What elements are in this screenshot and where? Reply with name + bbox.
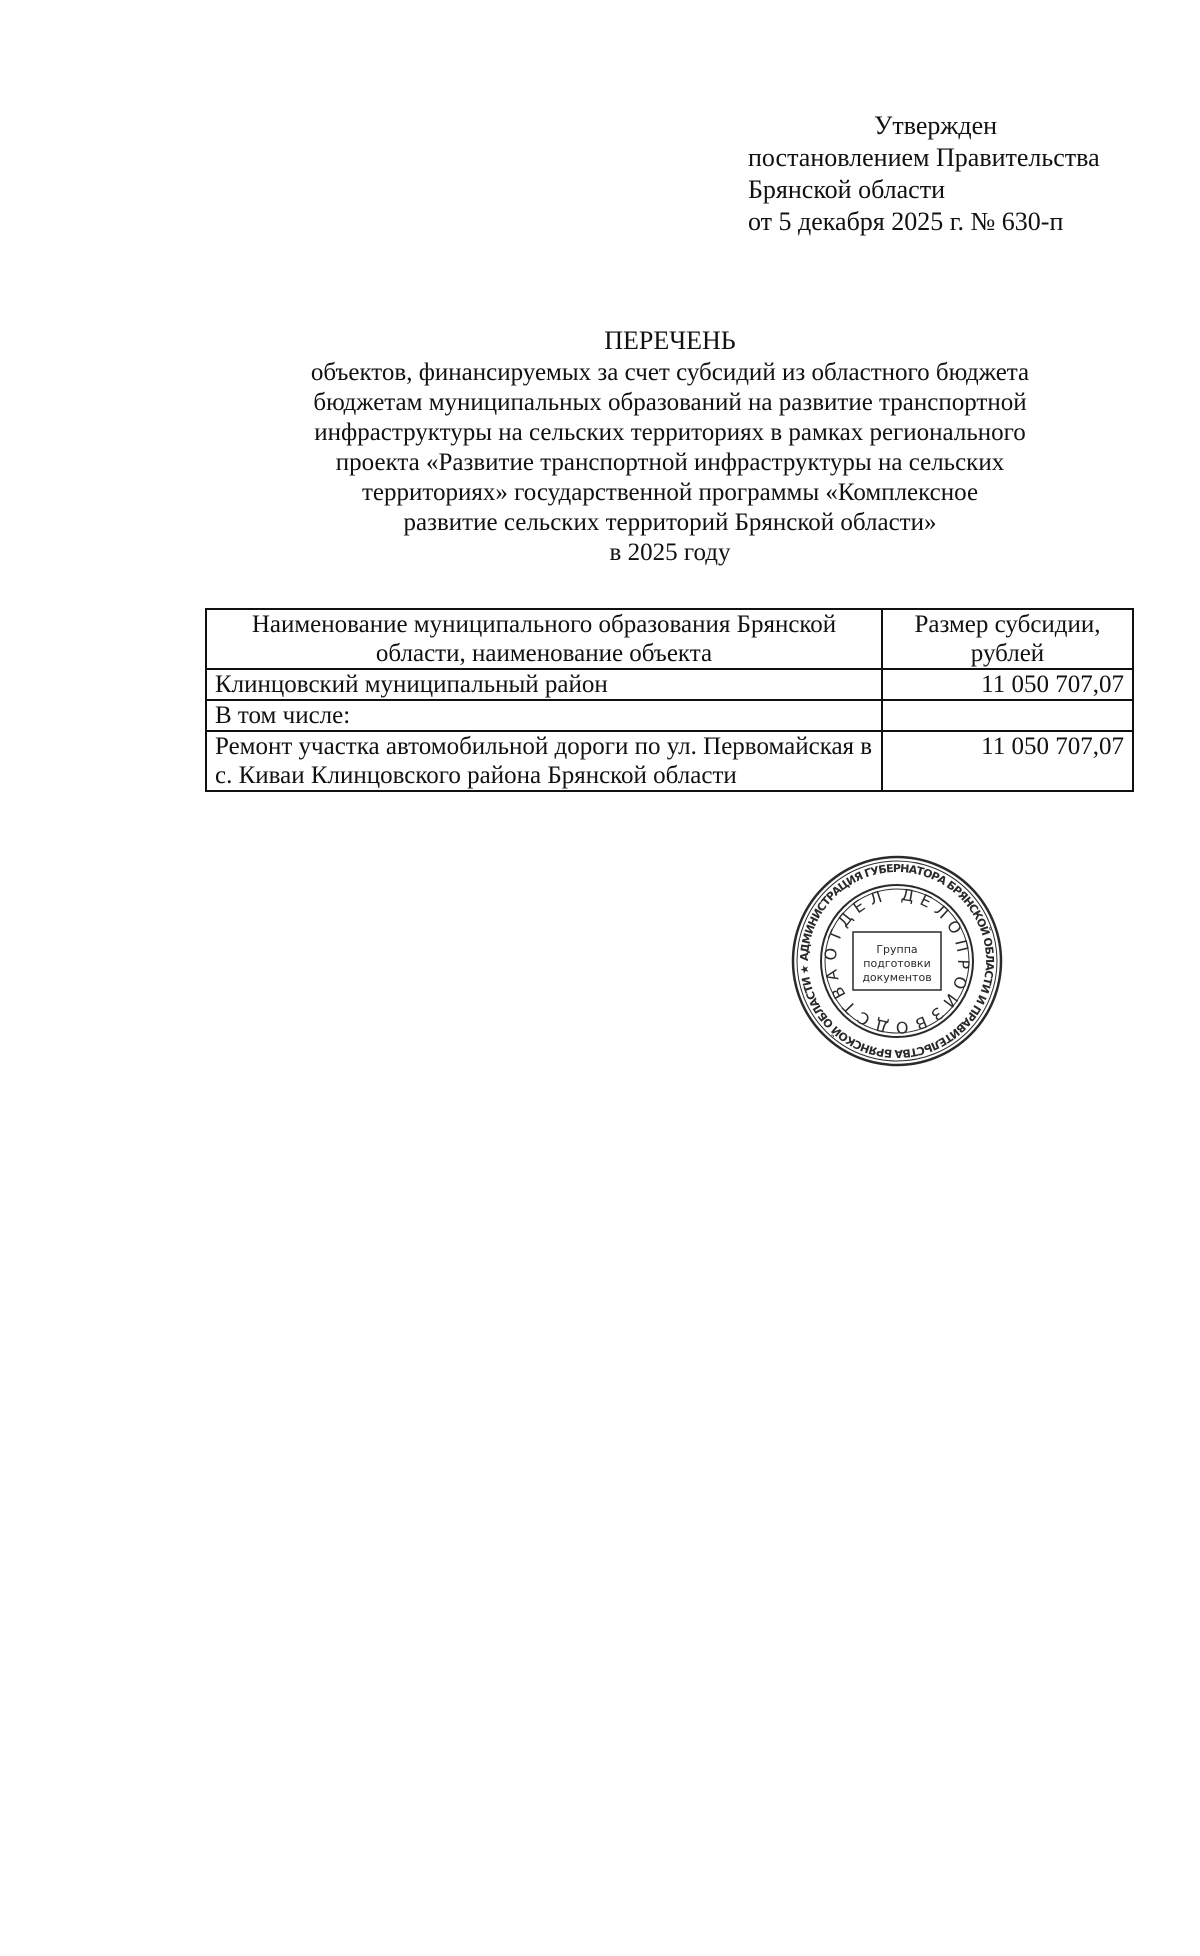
official-seal-stamp <box>789 853 1005 1069</box>
cell-amount: 11 050 707,07 <box>882 669 1133 700</box>
cell-amount <box>882 700 1133 731</box>
document-title <box>180 326 1160 568</box>
approval-line: Брянской области <box>748 175 945 204</box>
title-heading: ПЕРЕЧЕНЬ <box>604 326 736 355</box>
table-row <box>206 669 1133 700</box>
approval-date-number: от 5 декабря 2025 г. № 630-п <box>748 207 1064 236</box>
stamp-center-line: Группа <box>876 943 918 956</box>
title-line: развитие сельских территорий Брянской области» <box>403 509 937 536</box>
table-row <box>206 731 1133 791</box>
title-line: инфраструктуры на сельских территориях в рамках регионального <box>314 419 1026 446</box>
stamp-middle-text: ОТДЕЛ ДЕЛОПРОИЗВОДСТВА <box>820 884 974 1038</box>
column-header-amount: Размер субсидии, рублей <box>882 609 1133 669</box>
cell-amount: 11 050 707,07 <box>882 731 1133 791</box>
title-line: проекта «Развитие транспортной инфраструктуры на сельских <box>335 449 1005 476</box>
cell-name: Ремонт участка автомобильной дороги по ул. Первомайская в с. Киваи Клинцовского района Брянской области <box>206 731 882 791</box>
cell-name: В том числе: <box>206 700 882 731</box>
title-line: территориях» государственной программы «Комплексное <box>361 479 979 506</box>
title-line: в 2025 году <box>609 539 731 566</box>
cell-name: Клинцовский муниципальный район <box>206 669 882 700</box>
approval-block <box>748 110 1100 238</box>
column-header-name: Наименование муниципального образования Брянской области, наименование объекта <box>206 609 882 669</box>
table-header-row <box>206 609 1133 669</box>
subsidy-table <box>205 608 1134 792</box>
title-line: объектов, финансируемых за счет субсидий из областного бюджета <box>310 359 1030 386</box>
stamp-center-line: подготовки <box>863 957 931 970</box>
approval-line: постановлением Правительства <box>748 143 1100 172</box>
approval-line: Утвержден <box>874 111 998 140</box>
stamp-outer-text: АДМИНИСТРАЦИЯ ГУБЕРНАТОРА БРЯНСКОЙ ОБЛАСТИ И ПРАВИТЕЛЬСТВА БРЯНСКОЙ ОБЛАСТИ ★ <box>797 861 997 1061</box>
table-row <box>206 700 1133 731</box>
stamp-center-line: документов <box>862 971 932 984</box>
title-line: бюджетам муниципальных образований на развитие транспортной <box>313 389 1027 416</box>
